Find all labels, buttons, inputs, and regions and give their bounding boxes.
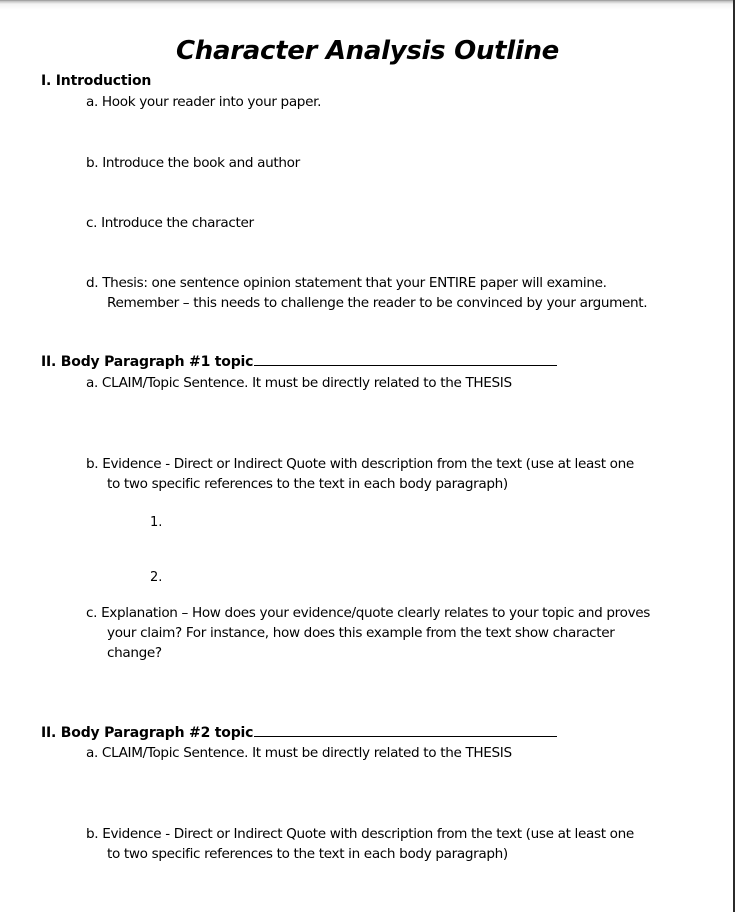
outline-item-thesis: d. Thesis: one sentence opinion statement that your ENTIRE paper will examine. — [86, 275, 607, 291]
outline-item-claim-1: a. CLAIM/Topic Sentence. It must be directly related to the THESIS — [86, 375, 512, 391]
evidence-subitem-1: 1. — [150, 515, 163, 530]
outline-item-hook: a. Hook your reader into your paper. — [86, 94, 322, 110]
outline-item-claim-2: a. CLAIM/Topic Sentence. It must be directly related to the THESIS — [86, 745, 512, 761]
section-heading-introduction: I. Introduction — [41, 73, 152, 89]
outline-item-thesis-cont: Remember – this needs to challenge the reader to be convinced by your argument. — [107, 295, 648, 311]
section-heading-body-2-text: II. Body Paragraph #2 topic — [41, 725, 254, 741]
outline-item-evidence-2: b. Evidence - Direct or Indirect Quote with description from the text (use at least one — [86, 826, 634, 842]
topic-blank-line-1[interactable] — [254, 353, 557, 366]
outline-item-explanation-1-cont2: change? — [107, 645, 162, 661]
page-top-shadow — [0, 0, 735, 10]
section-heading-body-1 — [41, 353, 557, 370]
outline-item-evidence-2-cont: to two specific references to the text in each body paragraph) — [107, 846, 508, 862]
outline-item-explanation-1-cont: your claim? For instance, how does this example from the text show character — [107, 625, 615, 641]
section-heading-body-2 — [41, 724, 557, 741]
outline-item-evidence-1-cont: to two specific references to the text in each body paragraph) — [107, 476, 508, 492]
topic-blank-line-2[interactable] — [254, 724, 557, 737]
section-heading-body-1-text: II. Body Paragraph #1 topic — [41, 354, 254, 370]
evidence-subitem-2: 2. — [150, 570, 163, 585]
outline-item-explanation-1: c. Explanation – How does your evidence/quote clearly relates to your topic and proves — [86, 605, 651, 621]
outline-item-book-author: b. Introduce the book and author — [86, 155, 300, 171]
outline-item-character: c. Introduce the character — [86, 215, 254, 231]
outline-item-evidence-1: b. Evidence - Direct or Indirect Quote with description from the text (use at least one — [86, 456, 634, 472]
document-title: Character Analysis Outline — [175, 36, 559, 66]
